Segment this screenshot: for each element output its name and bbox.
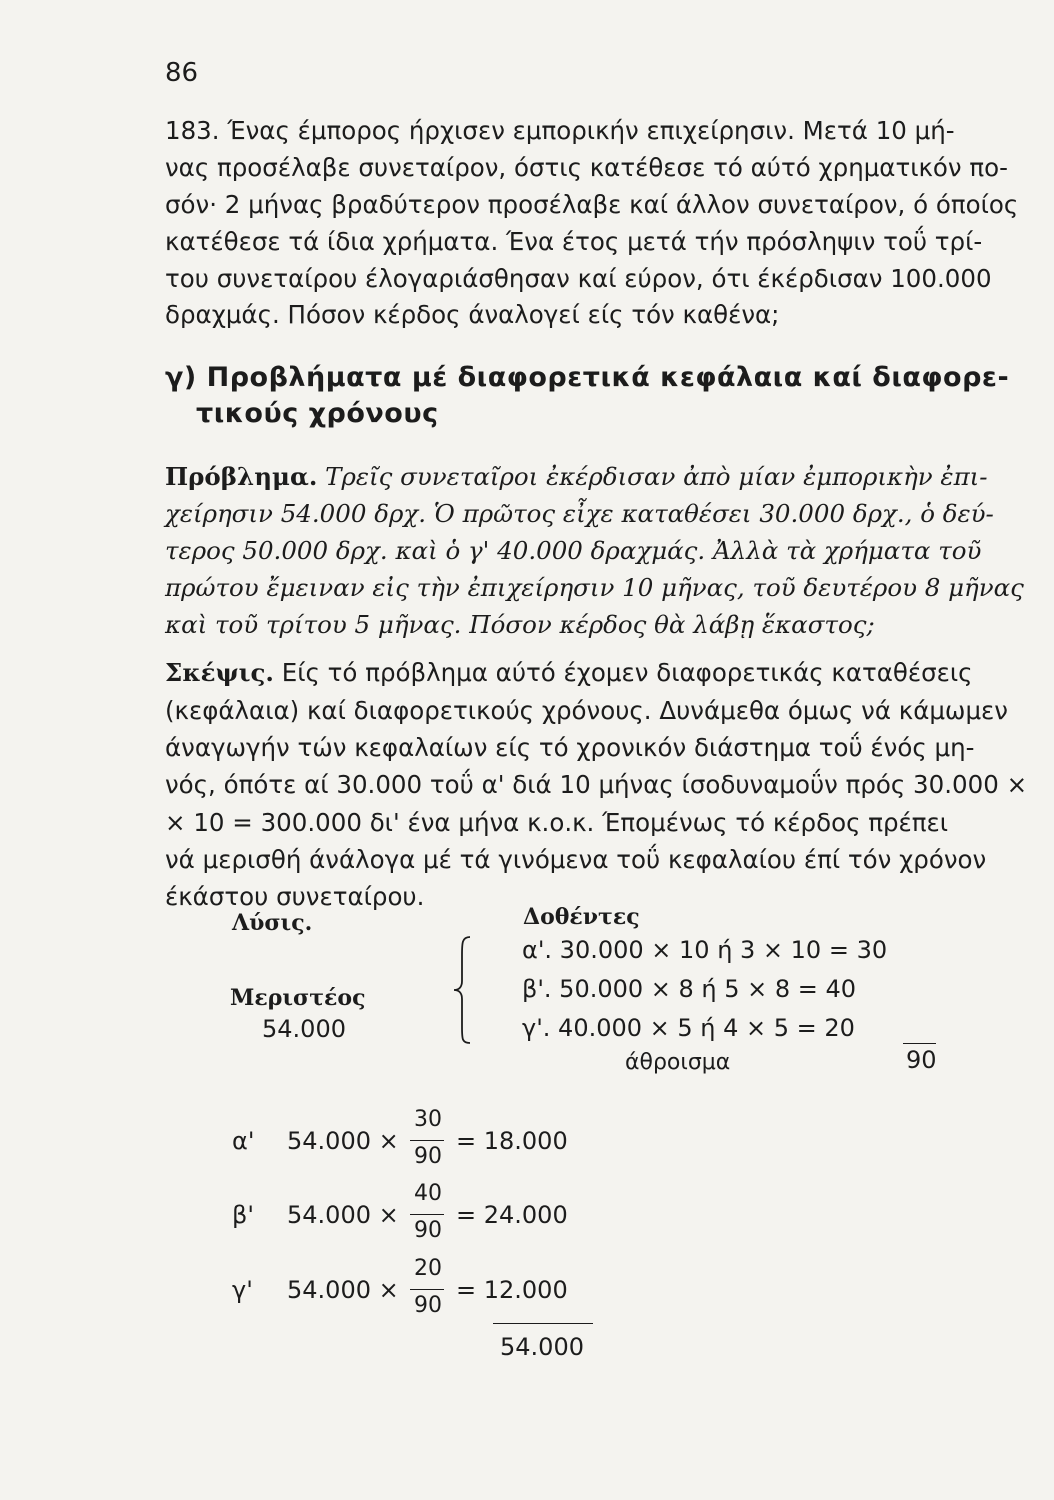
share-a-base: 54.000 × (287, 1127, 399, 1155)
problem-line: χείρησιν 54.000 δρχ. Ὁ πρῶτος εἶχε καταθέσει 30.000 δρχ., ὁ δεύ- (165, 499, 994, 528)
given-label: Δοθέντες (523, 904, 640, 930)
share-b-num: 40 (414, 1181, 442, 1206)
given-row-b: β'. 50.000 × 8 ή 5 × 8 = 40 (522, 975, 857, 1003)
solution-label: Λύσις. (232, 910, 313, 936)
dividend-value: 54.000 (262, 1015, 346, 1043)
dividend-label: Μεριστέος (230, 985, 366, 1011)
problem-183-line: σόν· 2 μήνας βραδύτερον προσέλαβε καί άλλον συνεταίρον, ό όποίος (165, 190, 1019, 219)
thought-text: Είς τό πρόβλημα αύτό έχομεν διαφορετικάς καταθέσεις (273, 658, 973, 687)
total-value: 54.000 (500, 1333, 584, 1361)
problem-183-line: δραχμάς. Πόσον κέρδος άναλογεί είς τόν καθένα; (165, 300, 780, 329)
problem-line: τερος 50.000 δρχ. καὶ ὁ γ' 40.000 δραχμάς. Ἀλλὰ τὰ χρήματα τοῦ (165, 536, 982, 565)
sum-label: άθροισμα (625, 1050, 731, 1075)
share-a-num: 30 (414, 1107, 442, 1132)
section-heading: γ) Προβλήματα μέ διαφορετικά κεφάλαια καί διαφορε- (165, 362, 1010, 393)
thought-line: έκάστου συνεταίρου. (165, 882, 425, 911)
fraction-bar (410, 1214, 444, 1215)
share-b-base: 54.000 × (287, 1201, 399, 1229)
share-b-result: = 24.000 (456, 1201, 568, 1229)
thought-line (165, 656, 1005, 690)
thought-line: άναγωγήν τών κεφαλαίων είς τό χρονικόν διάστημα τοΰ ένός μη- (165, 733, 975, 762)
fraction-bar (410, 1289, 444, 1290)
problem-label: Πρόβλημα. (165, 462, 318, 491)
problem-183-line: 183. Ένας έμπορος ήρχισεν εμπορικήν επιχείρησιν. Μετά 10 μή- (165, 116, 955, 145)
given-row-c: γ'. 40.000 × 5 ή 4 × 5 = 20 (522, 1014, 855, 1042)
problem-line (165, 460, 1005, 494)
thought-line: × 10 = 300.000 δι' ένα μήνα κ.ο.κ. Έπομένως τό κέρδος πρέπει (165, 808, 949, 837)
brace-icon (452, 935, 478, 1045)
fraction-bar (410, 1140, 444, 1141)
problem-183-line: κατέθεσε τά ίδια χρήματα. Ένα έτος μετά τήν πρόσληψιν τοΰ τρί- (165, 227, 983, 256)
sum-value: 90 (906, 1046, 937, 1074)
share-c-result: = 12.000 (456, 1276, 568, 1304)
share-a-den: 90 (414, 1144, 442, 1169)
thought-label: Σκέψις. (165, 658, 274, 687)
share-a-label: α' (232, 1127, 255, 1155)
sum-rule (903, 1043, 936, 1044)
share-c-label: γ' (232, 1276, 253, 1304)
problem-183-line: του συνεταίρου έλογαριάσθησαν καί εύρον, ότι έκέρδισαν 100.000 (165, 264, 992, 293)
thought-line: νά μερισθή άνάλογα μέ τά γινόμενα τοΰ κεφαλαίου έπί τόν χρόνον (165, 845, 987, 874)
given-row-a: α'. 30.000 × 10 ή 3 × 10 = 30 (522, 936, 888, 964)
share-a-result: = 18.000 (456, 1127, 568, 1155)
share-b-den: 90 (414, 1218, 442, 1243)
problem-text: Τρεῖς συνεταῖροι ἐκέρδισαν ἀπὸ μίαν ἐμπορικὴν ἐπι- (317, 462, 988, 491)
share-b-label: β' (232, 1201, 254, 1229)
problem-183-line: νας προσέλαβε συνεταίρον, όστις κατέθεσε τό αύτό χρηματικόν πο- (165, 153, 1008, 182)
problem-line: πρώτου ἔμειναν εἰς τὴν ἐπιχείρησιν 10 μῆνας, τοῦ δευτέρου 8 μῆνας (165, 573, 1024, 602)
section-heading-cont: τικούς χρόνους (196, 398, 439, 429)
thought-line: (κεφάλαια) καί διαφορετικούς χρόνους. Δυνάμεθα όμως νά κάμωμεν (165, 696, 1008, 725)
share-c-base: 54.000 × (287, 1276, 399, 1304)
share-c-den: 90 (414, 1293, 442, 1318)
share-c-num: 20 (414, 1256, 442, 1281)
total-rule (493, 1323, 593, 1324)
thought-line: νός, όπότε αί 30.000 τοΰ α' διά 10 μήνας ίσοδυναμοΰν πρός 30.000 × (165, 770, 1028, 799)
page-number: 86 (165, 58, 199, 88)
problem-line: καὶ τοῦ τρίτου 5 μῆνας. Πόσον κέρδος θὰ λάβῃ ἕκαστος; (165, 610, 875, 639)
